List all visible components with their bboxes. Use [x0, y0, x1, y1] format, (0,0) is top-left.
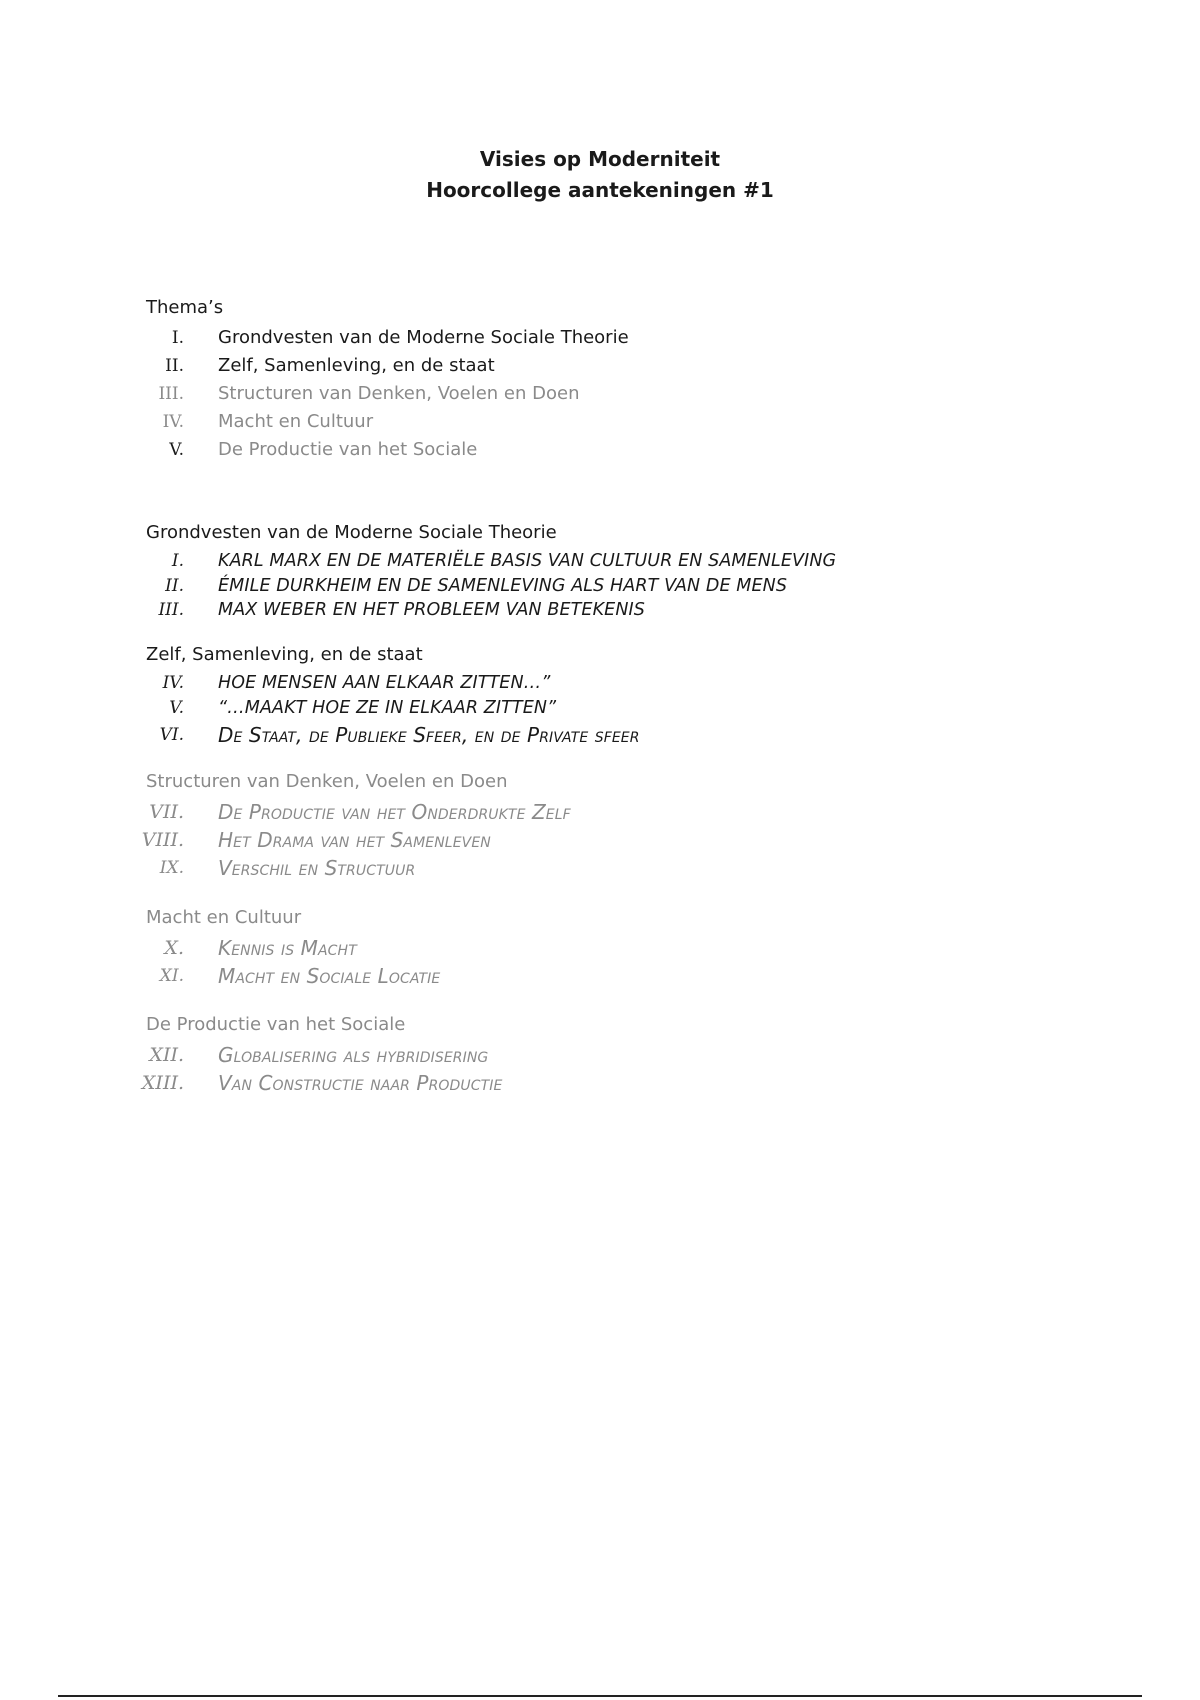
theme-label: Macht en Cultuur	[218, 411, 374, 432]
lecture-title: Kennis is Macht	[218, 936, 357, 960]
themes-heading: Thema’s	[146, 297, 224, 318]
section-macht-cultuur	[146, 906, 1146, 990]
lecture-title: Het Drama van het Samenleven	[218, 828, 491, 852]
lecture-number: X.	[164, 937, 184, 959]
lecture-title: ÉMILE DURKHEIM EN DE SAMENLEVING ALS HART VAN DE MENS	[218, 575, 788, 596]
section-heading: Zelf, Samenleving, en de staat	[146, 644, 423, 665]
lecture-title: Globalisering als hybridisering	[218, 1043, 489, 1067]
footer-rule	[58, 1695, 1142, 1697]
section-grondvesten	[146, 521, 1146, 623]
section-zelf-samenleving	[146, 643, 1146, 750]
lecture-title: Van Constructie naar Productie	[218, 1071, 503, 1095]
theme-item	[146, 408, 1146, 436]
lecture-item	[146, 549, 1146, 574]
theme-label: Structuren van Denken, Voelen en Doen	[218, 383, 580, 404]
lecture-title: Macht en Sociale Locatie	[218, 964, 441, 988]
lecture-number: II.	[165, 575, 184, 596]
theme-number: I.	[171, 328, 184, 348]
lecture-number: III.	[158, 600, 184, 620]
lecture-title: “…MAAKT HOE ZE IN ELKAAR ZITTEN”	[218, 697, 557, 718]
theme-item	[146, 324, 1146, 352]
lecture-number: XII.	[149, 1044, 184, 1066]
theme-label: De Productie van het Sociale	[218, 439, 478, 460]
document-title	[0, 144, 1200, 206]
lecture-item	[146, 962, 1146, 990]
lecture-title: Verschil en Structuur	[218, 856, 416, 880]
section-heading: Macht en Cultuur	[146, 907, 302, 928]
theme-number: II.	[165, 356, 184, 376]
theme-number: V.	[169, 440, 184, 460]
lecture-title: De Productie van het Onderdrukte Zelf	[218, 800, 571, 824]
lecture-item	[146, 598, 1146, 623]
lecture-number: I.	[171, 551, 184, 571]
theme-number: III.	[158, 384, 184, 404]
lecture-number: XIII.	[141, 1072, 184, 1094]
lecture-item	[146, 671, 1146, 696]
lecture-item	[146, 696, 1146, 721]
lecture-number: XI.	[159, 966, 184, 986]
lecture-title: De Staat, de Publieke Sfeer, en de Private sfeer	[218, 723, 640, 747]
lecture-item	[146, 798, 1146, 826]
section-heading: Grondvesten van de Moderne Sociale Theorie	[146, 522, 557, 543]
title-line-1: Visies op Moderniteit	[479, 147, 721, 171]
lecture-item	[146, 574, 1146, 599]
section-productie-sociale	[141, 1013, 1146, 1097]
title-line-2: Hoorcollege aantekeningen #1	[426, 178, 774, 202]
themes-list	[146, 296, 1146, 464]
lecture-number: VI.	[159, 725, 184, 745]
lecture-title: MAX WEBER EN HET PROBLEEM VAN BETEKENIS	[218, 600, 645, 620]
lecture-item	[146, 854, 1146, 882]
lecture-number: VII.	[149, 801, 184, 823]
lecture-title: KARL MARX EN DE MATERIËLE BASIS VAN CULTUUR EN SAMENLEVING	[218, 551, 837, 571]
theme-label: Zelf, Samenleving, en de staat	[218, 355, 495, 376]
theme-item	[146, 380, 1146, 408]
theme-label: Grondvesten van de Moderne Sociale Theorie	[218, 327, 629, 348]
section-structuren	[141, 770, 1146, 882]
lecture-number: IV.	[162, 673, 184, 693]
lecture-title: HOE MENSEN AAN ELKAAR ZITTEN…”	[218, 673, 551, 693]
lecture-number: V.	[169, 697, 184, 718]
section-heading: De Productie van het Sociale	[146, 1014, 406, 1035]
lecture-item	[141, 826, 1146, 854]
section-heading: Structuren van Denken, Voelen en Doen	[146, 771, 508, 792]
theme-item	[146, 352, 1146, 380]
lecture-item	[141, 1069, 1146, 1097]
lecture-item	[146, 934, 1146, 962]
theme-item	[146, 436, 1146, 464]
lecture-item	[146, 1041, 1146, 1069]
theme-number: IV.	[162, 412, 184, 432]
lecture-item	[146, 720, 1146, 750]
lecture-number: VIII.	[141, 829, 184, 851]
lecture-number: IX.	[159, 858, 184, 878]
